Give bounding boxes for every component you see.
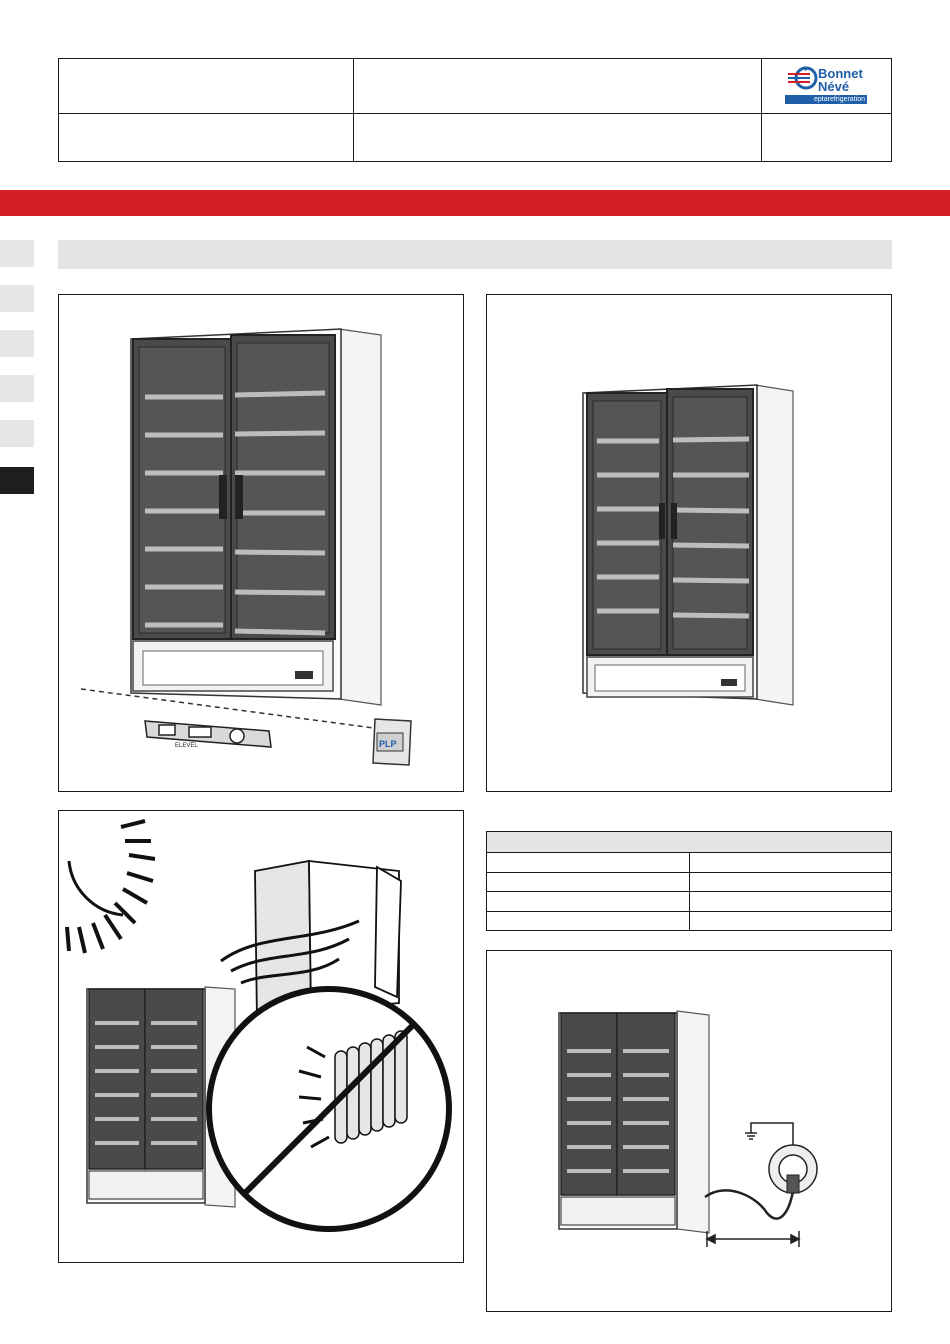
measuring-device-icon xyxy=(373,719,411,765)
spec-table xyxy=(486,831,892,931)
side-tab-1[interactable] xyxy=(0,240,34,267)
sun-icon xyxy=(67,821,155,953)
header-divider xyxy=(353,59,354,161)
brand-logo xyxy=(784,64,868,108)
figure-leveling xyxy=(58,294,464,792)
section-title-bar xyxy=(58,240,892,269)
fridge-leveling-illustration xyxy=(59,295,463,791)
distance-dimension-icon xyxy=(707,1231,799,1247)
side-tab-3[interactable] xyxy=(0,330,34,357)
header-table xyxy=(58,58,892,162)
socket-icon xyxy=(769,1145,817,1193)
figure-positioning xyxy=(486,294,892,792)
logo-line1: Bonnet xyxy=(818,66,863,81)
logo-line2: Névé xyxy=(818,79,850,94)
side-tab-5[interactable] xyxy=(0,420,34,447)
fridge-front-illustration xyxy=(487,295,891,791)
logo-mark-icon xyxy=(784,64,818,94)
side-tab-6-active[interactable] xyxy=(0,467,34,494)
heat-warning-illustration xyxy=(59,811,463,1262)
header-divider xyxy=(59,113,891,114)
table-row xyxy=(487,891,891,892)
side-tab-2[interactable] xyxy=(0,285,34,312)
figure-electrical-connection xyxy=(486,950,892,1312)
electrical-connection-illustration xyxy=(487,951,891,1311)
accent-band xyxy=(0,190,950,216)
svg-text:PLP: PLP xyxy=(379,739,397,749)
logo-tagline: eptarefrigeration xyxy=(785,95,867,104)
svg-text:ELEVEL: ELEVEL xyxy=(175,743,198,749)
prohibition-icon xyxy=(209,989,449,1229)
ground-icon xyxy=(745,1123,793,1145)
side-tab-4[interactable] xyxy=(0,375,34,402)
spirit-level-icon xyxy=(145,721,271,749)
table-row xyxy=(487,911,891,912)
header-divider xyxy=(761,59,762,161)
table-row xyxy=(487,872,891,873)
spec-table-header xyxy=(487,832,891,853)
figure-no-heat-sources xyxy=(58,810,464,1263)
